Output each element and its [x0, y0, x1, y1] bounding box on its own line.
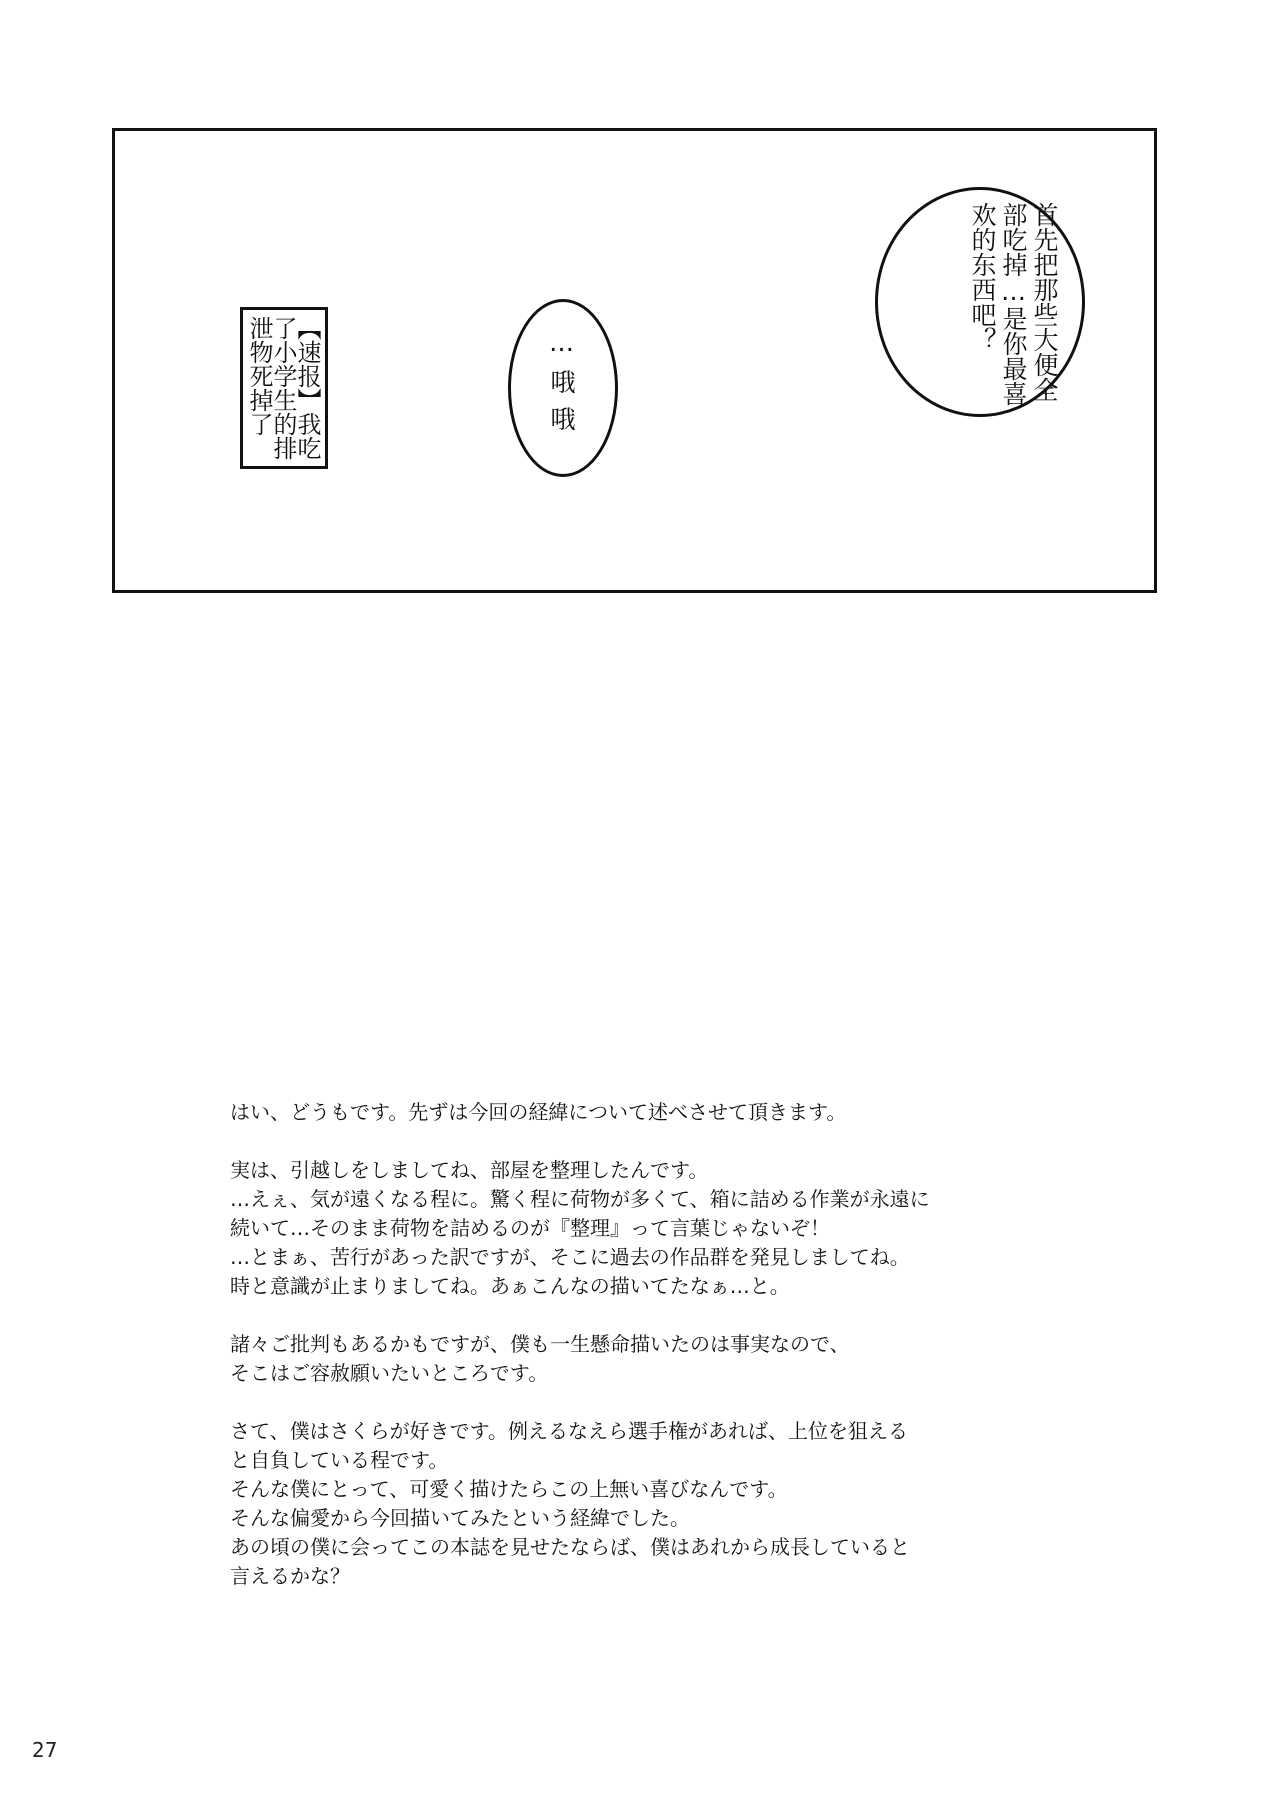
text-line: さて、僕はさくらが好きです。例えるなえら選手権があれば、上位を狙える [230, 1419, 908, 1443]
caption-text: 【速报】我吃了小学生的排泄物死掉了 [245, 316, 321, 460]
afterword-paragraph [230, 1417, 1090, 1591]
text-line: 続いて…そのまま荷物を詰めるのが『整理』って言葉じゃないぞ！ [230, 1216, 830, 1240]
text-line: 実は、引越しをしましてね、部屋を整理したんです。 [230, 1158, 709, 1182]
speech-text-middle: …哦哦 [547, 328, 576, 443]
speech-bubble-right [875, 187, 1085, 417]
speech-text-right: 首先把那些大便全部吃掉…是你最喜欢的东西吧？ [968, 202, 1059, 406]
afterword-paragraph [230, 1098, 1090, 1127]
text-line: と自負している程です。 [230, 1448, 449, 1472]
text-line: 諸々ご批判もあるかもですが、僕も一生懸命描いたのは事実なので、 [230, 1332, 850, 1356]
text-line: そんな偏愛から今回描いてみたという経緯でした。 [230, 1506, 690, 1530]
text-line: 時と意識が止まりましてね。あぁこんなの描いてたなぁ…と。 [230, 1274, 790, 1298]
caption-box [240, 307, 328, 469]
text-line: 言えるかな？ [230, 1564, 350, 1588]
text-line: はい、どうもです。先ずは今回の経緯について述べさせて頂きます。 [230, 1100, 847, 1124]
text-line: そんな僕にとって、可愛く描けたらこの上無い喜びなんです。 [230, 1477, 788, 1501]
text-line: そこはご容赦願いたいところです。 [230, 1361, 549, 1385]
speech-bubble-middle [508, 299, 618, 477]
afterword-paragraph [230, 1156, 1090, 1301]
text-line: …とまぁ、苦行があった訳ですが、そこに過去の作品群を発見しましてね。 [230, 1245, 910, 1269]
text-line: あの頃の僕に会ってこの本誌を見せたならば、僕はあれから成長していると [230, 1535, 910, 1559]
page-number: 27 [32, 1738, 58, 1762]
afterword-paragraph [230, 1330, 1090, 1388]
afterword-text [230, 1098, 1090, 1620]
text-line: …えぇ、気が遠くなる程に。驚く程に荷物が多くて、箱に詰める作業が永遠に [230, 1187, 930, 1211]
comic-panel [112, 128, 1157, 593]
